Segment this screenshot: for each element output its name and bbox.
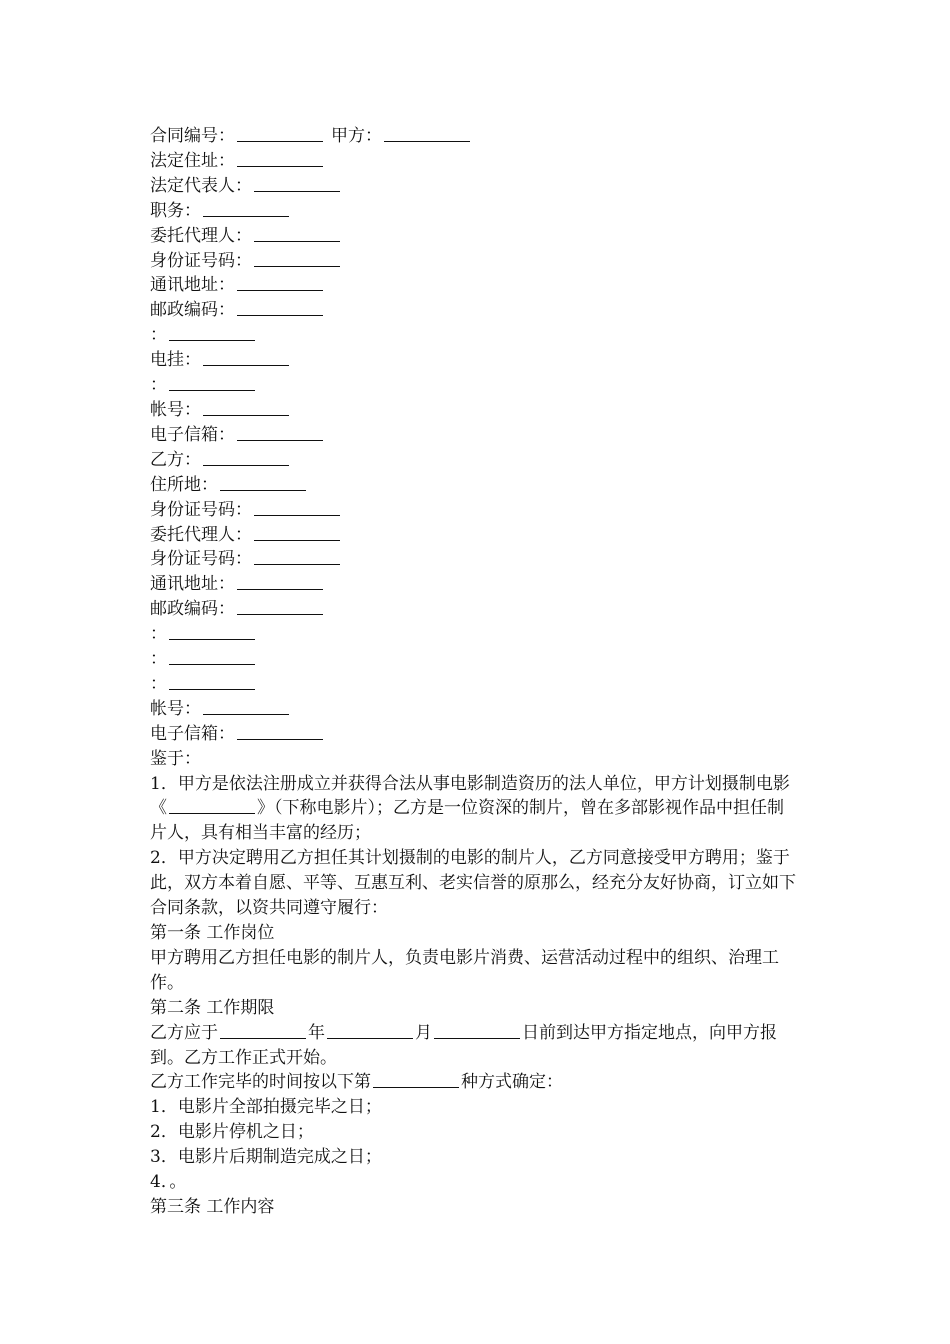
article-2-end-rule: [150, 1070, 800, 1095]
field-line: [150, 174, 800, 199]
month-blank: [327, 1022, 413, 1039]
field-line: [150, 298, 800, 323]
film-title-blank: [169, 797, 255, 814]
whereas-item-2: 2．甲方决定聘用乙方担任其计划摄制的电影的制片人，乙方同意接受甲方聘用；鉴于此，双方本着自愿、平等、互惠互利、老实信誉的原那么，经充分友好协商，订立如下合同条款，以资共同遵守履行：: [150, 848, 796, 919]
end-option-3: 3．电影片后期制造完成之日；: [150, 1147, 382, 1168]
whereas-heading: 鉴于：: [150, 748, 201, 769]
year-label: 年: [308, 1022, 325, 1043]
field-blank: [237, 424, 323, 441]
article-3-title: 第三条 工作内容: [150, 1196, 275, 1217]
field-line: [150, 572, 800, 597]
field-blank: [254, 175, 340, 192]
field-blank: [254, 524, 340, 541]
field-line: [150, 398, 800, 423]
field-line: [150, 672, 800, 697]
field-line: [150, 224, 800, 249]
field-blank: [237, 150, 323, 167]
field-line: [150, 373, 800, 398]
field-line: [150, 249, 800, 274]
field-label: 邮政编码：: [150, 599, 235, 620]
contract-number-line: [150, 124, 800, 149]
month-label: 月: [415, 1022, 432, 1043]
whereas-item-1-text-b: 》（下称电影片）；乙方是一位资深的制片，曾在多部影视作品中担任制片人，具有相当丰富的经历；: [150, 798, 784, 844]
field-blank: [203, 449, 289, 466]
field-label: 乙方：: [150, 449, 201, 470]
article-2-start-date: [150, 1021, 800, 1071]
field-label: 身份证号码：: [150, 250, 252, 271]
field-line: [150, 523, 800, 548]
field-blank: [254, 499, 340, 516]
field-blank: [254, 225, 340, 242]
field-blank: [237, 573, 323, 590]
field-label: ：: [150, 673, 167, 694]
year-blank: [220, 1022, 306, 1039]
field-blank: [203, 698, 289, 715]
field-label: 委托代理人：: [150, 225, 252, 246]
field-blank: [169, 324, 255, 341]
field-label: 身份证号码：: [150, 499, 252, 520]
field-label: ：: [150, 325, 167, 346]
field-line: [150, 722, 800, 747]
field-line: [150, 348, 800, 373]
field-line: [150, 273, 800, 298]
field-line: [150, 423, 800, 448]
field-label: 身份证号码：: [150, 549, 252, 570]
field-blank: [169, 673, 255, 690]
field-blank: [254, 250, 340, 267]
field-blank: [203, 200, 289, 217]
field-label: 职务：: [150, 200, 201, 221]
contract-number-label: 合同编号：: [150, 126, 235, 146]
field-blank: [237, 274, 323, 291]
field-label: 邮政编码：: [150, 300, 235, 321]
field-label: 帐号：: [150, 698, 201, 719]
field-line: [150, 473, 800, 498]
field-label: 电子信箱：: [150, 424, 235, 445]
field-label: 委托代理人：: [150, 524, 252, 545]
contract-number-blank: [237, 125, 323, 142]
field-blank: [203, 349, 289, 366]
field-line: [150, 498, 800, 523]
field-blank: [237, 598, 323, 615]
field-blank: [169, 374, 255, 391]
field-line: [150, 622, 800, 647]
field-blank: [220, 474, 306, 491]
field-label: ：: [150, 624, 167, 645]
whereas-item-1: [150, 772, 800, 847]
field-line: [150, 697, 800, 722]
field-line: [150, 323, 800, 348]
article-2-title: 第二条 工作期限: [150, 997, 275, 1018]
end-option-2: 2．电影片停机之日；: [150, 1122, 314, 1143]
field-label: 通讯地址：: [150, 275, 235, 296]
article-1-body: 甲方聘用乙方担任电影的制片人，负责电影片消费、运营活动过程中的组织、治理工作。: [150, 947, 779, 993]
field-blank: [169, 648, 255, 665]
field-label: 电挂：: [150, 350, 201, 371]
end-rule-text-b: 种方式确定：: [461, 1072, 563, 1093]
field-label: 电子信箱：: [150, 723, 235, 744]
field-label: 住所地：: [150, 474, 218, 495]
field-label: ：: [150, 375, 167, 396]
field-label: 通讯地址：: [150, 574, 235, 595]
field-label: ：: [150, 649, 167, 670]
field-blank: [169, 623, 255, 640]
field-blank: [254, 548, 340, 565]
method-blank: [373, 1071, 459, 1088]
field-label: 帐号：: [150, 399, 201, 420]
field-line: [150, 149, 800, 174]
field-label: 法定代表人：: [150, 175, 252, 196]
field-line: [150, 597, 800, 622]
contract-body: [150, 124, 800, 1220]
end-option-1: 1．电影片全部拍摄完毕之日；: [150, 1097, 382, 1118]
field-line: [150, 547, 800, 572]
field-line: [150, 448, 800, 473]
field-blank: [237, 723, 323, 740]
field-line: [150, 647, 800, 672]
start-date-text-a: 乙方应于: [150, 1022, 218, 1043]
party-a-blank: [384, 125, 470, 142]
article-1-title: 第一条 工作岗位: [150, 923, 275, 943]
field-label: 法定住址：: [150, 150, 235, 171]
field-blank: [203, 399, 289, 416]
field-blank: [237, 299, 323, 316]
start-date-text-b: 日前到达甲方指定地点，向甲方报到。乙方工作正式开始。: [150, 1022, 777, 1068]
end-rule-text-a: 乙方工作完毕的时间按以下第: [150, 1072, 371, 1093]
day-blank: [434, 1022, 520, 1039]
end-option-4: 4．。: [150, 1172, 187, 1193]
field-line: [150, 199, 800, 224]
whereas-item-1-text-a: 1．甲方是依法注册成立并获得合法从事电影制造资历的法人单位，甲方计划摄制电影《: [150, 773, 790, 819]
party-a-label: 甲方：: [331, 126, 382, 146]
